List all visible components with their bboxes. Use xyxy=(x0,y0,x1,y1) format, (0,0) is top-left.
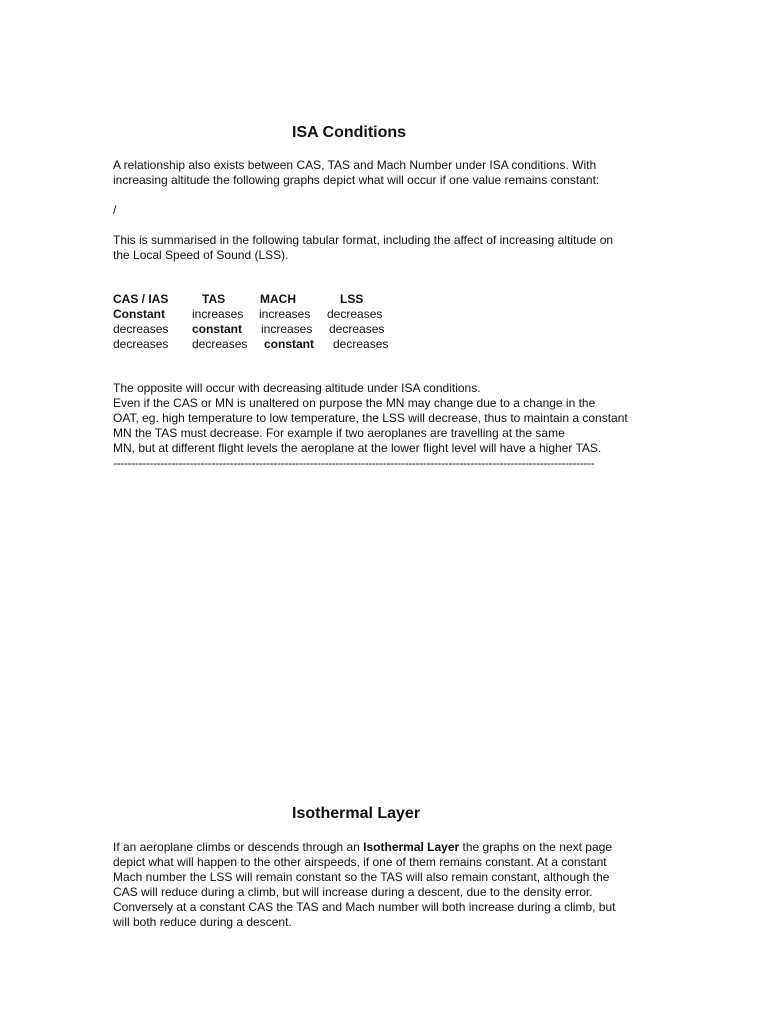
table-cell: decreases xyxy=(192,337,248,351)
table-row xyxy=(113,322,513,337)
closing-line-5: MN, but at different flight levels the aeroplane at the lower flight level will have a higher TAS. xyxy=(113,441,602,455)
header-cas-ias: CAS / IAS xyxy=(113,292,169,306)
isa-closing-paragraph xyxy=(113,381,628,456)
isa-intro-line-2: increasing altitude the following graphs depict what will occur if one value remains constant: xyxy=(113,173,600,187)
isothermal-layer-term: Isothermal Layer xyxy=(363,840,460,854)
table-cell: increases xyxy=(261,322,313,336)
isothermal-line-4: CAS will reduce during a climb, but will increase during a descent, due to the density error. xyxy=(113,885,593,899)
isothermal-line-6: will both reduce during a descent. xyxy=(113,915,292,929)
isothermal-line-1-end: the graphs on the next page xyxy=(459,840,612,854)
table-cell: decreases xyxy=(113,337,169,351)
closing-line-2: Even if the CAS or MN is unaltered on purpose the MN may change due to a change in the xyxy=(113,396,596,410)
isothermal-line-5: Conversely at a constant CAS the TAS and Mach number will both increase during a climb, but xyxy=(113,900,616,914)
isa-intro-paragraph xyxy=(113,158,599,188)
table-cell: increases xyxy=(259,307,311,321)
table-cell: constant xyxy=(264,337,315,351)
isothermal-line-3: Mach number the LSS will remain constant so the TAS will also remain constant, although the xyxy=(113,870,610,884)
header-lss: LSS xyxy=(340,292,364,306)
isothermal-layer-heading: Isothermal Layer xyxy=(292,805,421,822)
summary-paragraph xyxy=(113,233,613,263)
table-header-row xyxy=(113,292,513,307)
isa-conditions-heading: ISA Conditions xyxy=(292,124,407,141)
closing-line-1: The opposite will occur with decreasing altitude under ISA conditions. xyxy=(113,381,481,395)
table-cell: decreases xyxy=(333,337,389,351)
isothermal-paragraph xyxy=(113,840,615,930)
table-cell: Constant xyxy=(113,307,165,321)
table-cell: increases xyxy=(192,307,244,321)
dashed-divider: ------------------------------------------------------------------------------------------------------------------------------------ xyxy=(113,456,595,470)
table-cell: decreases xyxy=(113,322,169,336)
table-cell: decreases xyxy=(329,322,385,336)
isothermal-line-2: depict what will happen to the other airspeeds, if one of them remains constant. At a constant xyxy=(113,855,607,869)
table-cell: decreases xyxy=(327,307,383,321)
isa-intro-line-1: A relationship also exists between CAS, TAS and Mach Number under ISA conditions. With xyxy=(113,158,597,172)
table-row xyxy=(113,307,513,322)
graph-placeholder-slash: / xyxy=(113,203,117,217)
table-row xyxy=(113,337,513,352)
closing-line-4: MN the TAS must decrease. For example if two aeroplanes are travelling at the same xyxy=(113,426,565,440)
header-mach: MACH xyxy=(260,292,296,306)
summary-line-2: the Local Speed of Sound (LSS). xyxy=(113,248,289,262)
summary-line-1: This is summarised in the following tabular format, including the affect of increasing altitude on xyxy=(113,233,614,247)
table-cell: constant xyxy=(192,322,243,336)
closing-line-3: OAT, eg. high temperature to low temperature, the LSS will decrease, thus to maintain a constant xyxy=(113,411,628,425)
header-tas: TAS xyxy=(202,292,226,306)
isothermal-line-1-start: If an aeroplane climbs or descends through an xyxy=(113,840,364,854)
